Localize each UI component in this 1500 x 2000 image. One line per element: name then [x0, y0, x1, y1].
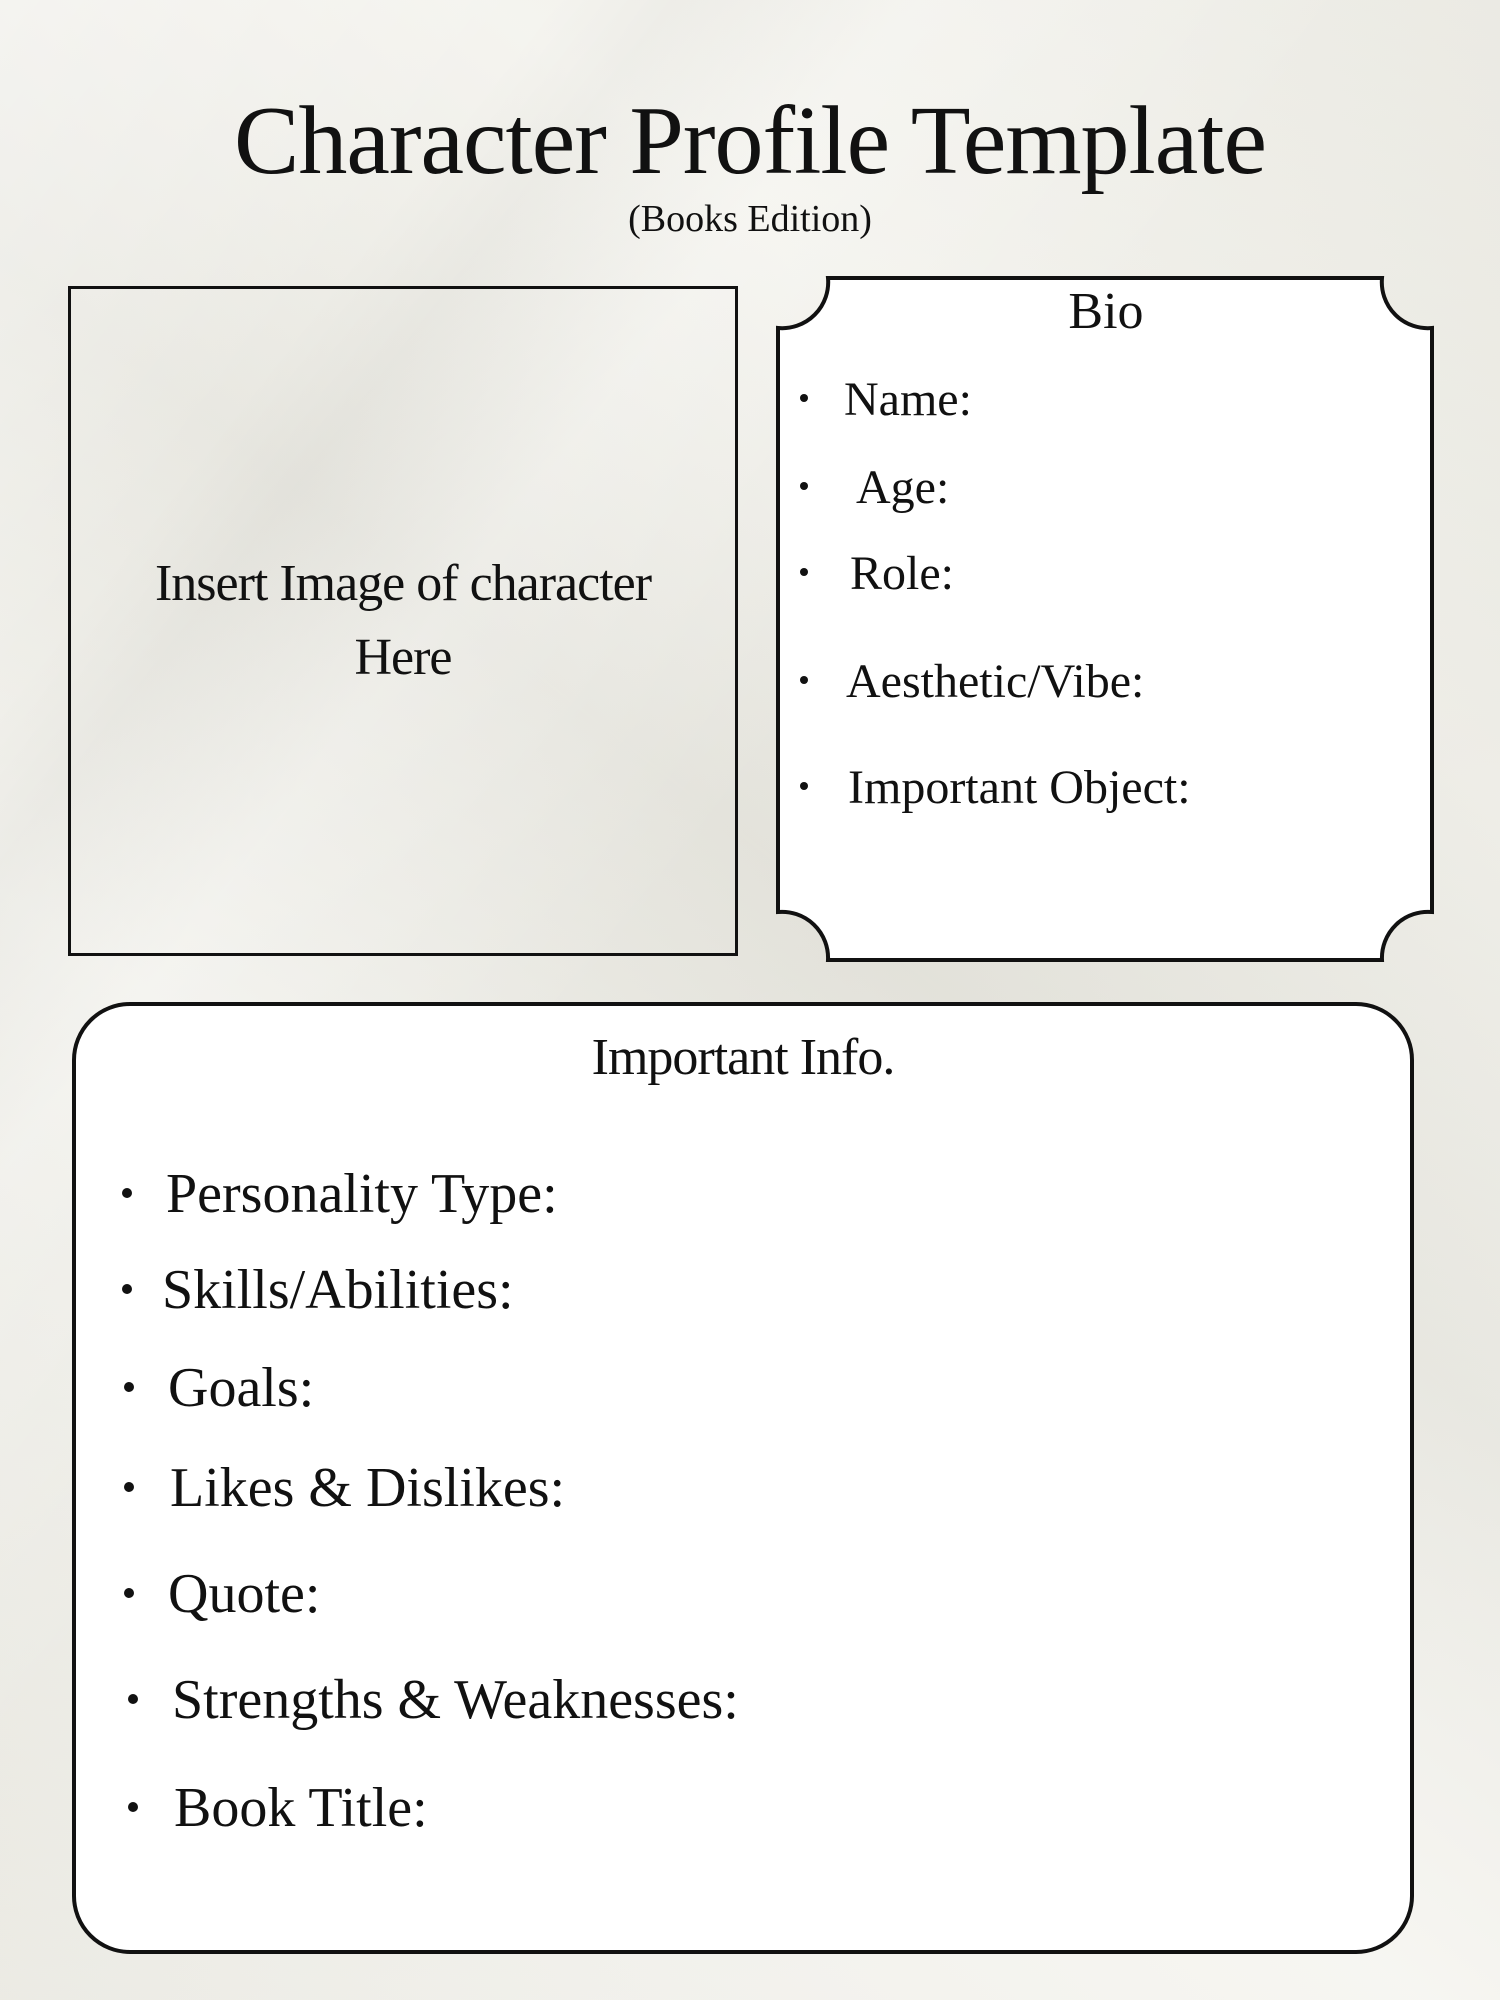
bullet-icon	[800, 394, 808, 402]
bullet-icon	[122, 1188, 132, 1198]
bullet-icon	[128, 1694, 138, 1704]
bullet-icon	[128, 1802, 138, 1812]
bullet-icon	[124, 1382, 134, 1392]
bullet-icon	[124, 1482, 134, 1492]
bullet-icon	[800, 568, 808, 576]
page-title: Character Profile Template	[234, 87, 1266, 195]
image-placeholder-text	[93, 547, 713, 695]
bullet-icon	[124, 1588, 134, 1598]
bullet-icon	[800, 676, 808, 684]
bullet-icon	[800, 482, 808, 490]
important-info-title: Important Info.	[591, 1029, 895, 1086]
image-placeholder-line2: Here	[354, 629, 452, 686]
image-placeholder-line1: Insert Image of character	[154, 555, 652, 613]
bio-title: Bio	[1068, 283, 1144, 340]
bullet-icon	[122, 1284, 132, 1294]
bullet-icon	[800, 782, 808, 790]
character-image-placeholder[interactable]	[68, 286, 738, 956]
page-subtitle: (Books Edition)	[628, 198, 872, 240]
